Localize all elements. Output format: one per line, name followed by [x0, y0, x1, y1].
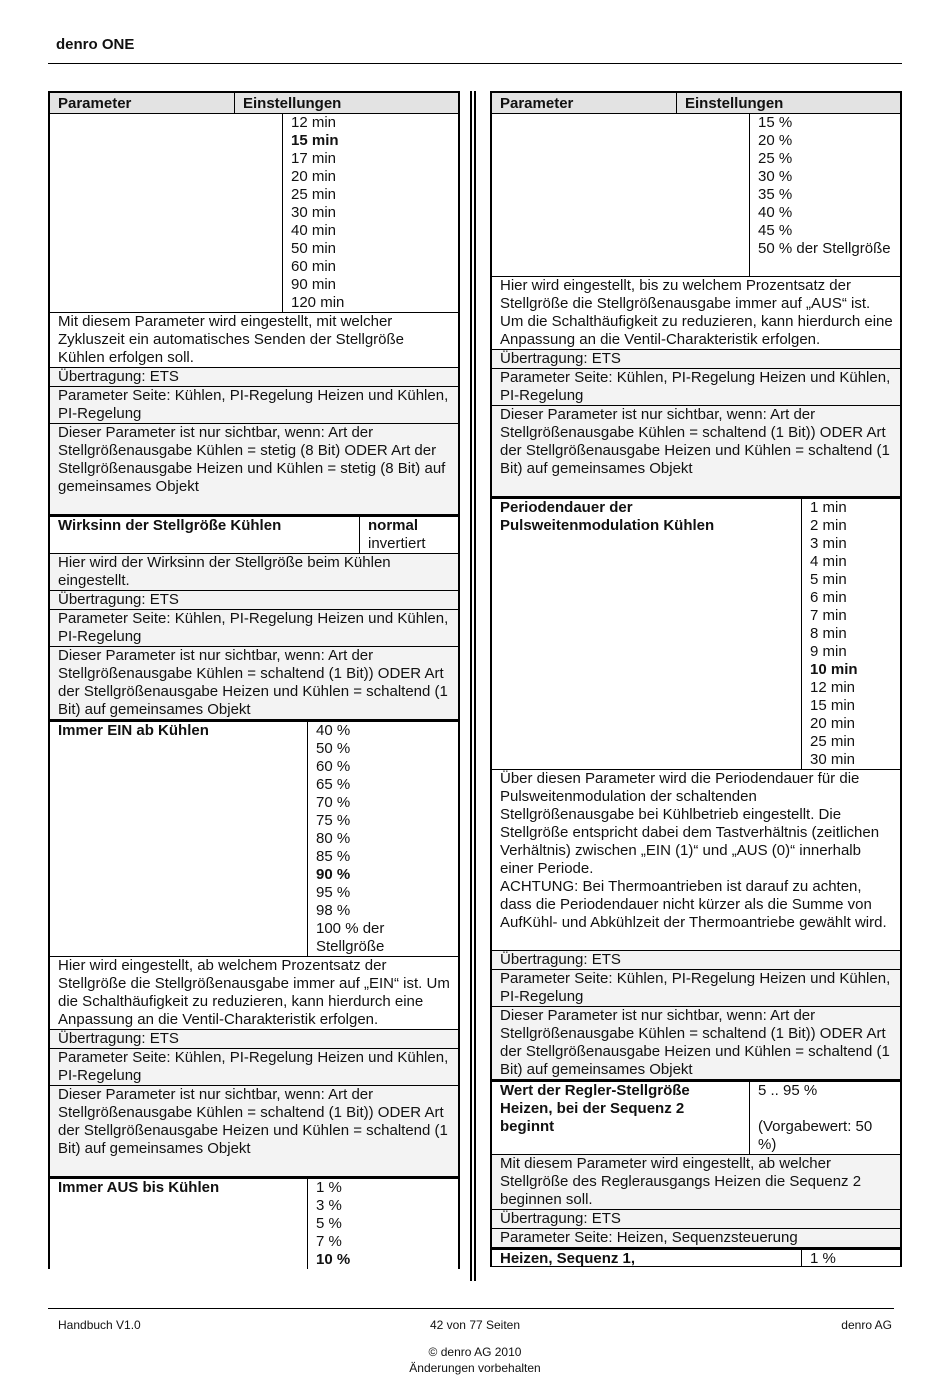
- footer-manual-version: Handbuch V1.0: [58, 1318, 141, 1332]
- option: 2 min: [810, 517, 847, 534]
- option: 95 %: [316, 884, 351, 901]
- visibility-condition: Dieser Parameter ist nur sichtbar, wenn: Art der Stellgrößenausgabe Kühlen = schaltend (1 Bit)) ODER Art der Stellgrößenausgabe Heizen und Kühlen = schaltend (1 Bit) auf gemeinsames Objekt: [490, 406, 902, 497]
- option: 40 min: [291, 222, 337, 239]
- option: 50 min: [291, 240, 337, 257]
- option: 20 min: [810, 715, 856, 732]
- option: 15 min: [810, 697, 856, 714]
- param-row-sequence-threshold: [490, 1080, 902, 1155]
- option: 65 %: [316, 776, 351, 793]
- description: [490, 770, 902, 951]
- option: 98 %: [316, 902, 351, 919]
- option: 3 %: [316, 1197, 342, 1214]
- parameter-page: Parameter Seite: Kühlen, PI-Regelung Heizen und Kühlen, PI-Regelung: [48, 610, 460, 647]
- option: 1 min: [810, 499, 847, 516]
- option: 6 min: [810, 589, 847, 606]
- param-name: Heizen, Sequenz 1,: [500, 1250, 636, 1267]
- option: 35 %: [758, 186, 793, 203]
- option: 12 min: [291, 114, 337, 131]
- option-list: [749, 114, 900, 276]
- option: 60 min: [291, 258, 337, 275]
- parameter-page: Parameter Seite: Kühlen, PI-Regelung Heizen und Kühlen, PI-Regelung: [48, 1049, 460, 1086]
- option-default: 90 %: [316, 866, 351, 883]
- param-row-always-on: [48, 720, 460, 957]
- header-settings: Einstellungen: [685, 95, 784, 112]
- table-header: [490, 91, 902, 114]
- parameter-page: Parameter Seite: Kühlen, PI-Regelung Heizen und Kühlen, PI-Regelung: [490, 970, 902, 1007]
- header-settings: Einstellungen: [243, 95, 342, 112]
- option-default: 10 %: [316, 1251, 351, 1268]
- option: 40 %: [316, 722, 351, 739]
- option: 30 min: [291, 204, 337, 221]
- option: 1 %: [316, 1179, 342, 1196]
- option: 75 %: [316, 812, 351, 829]
- transfer-info: Übertragung: ETS: [490, 1210, 902, 1229]
- param-name: [492, 114, 749, 276]
- param-row-always-off: [48, 1177, 460, 1269]
- option: 5 %: [316, 1215, 342, 1232]
- option: 8 min: [810, 625, 847, 642]
- option: invertiert: [368, 535, 426, 552]
- option: 7 min: [810, 607, 847, 624]
- option: 40 %: [758, 204, 793, 221]
- option: 7 %: [316, 1233, 342, 1250]
- option: 50 %: [316, 740, 351, 757]
- description: Hier wird eingestellt, ab welchem Prozentsatz der Stellgröße die Stellgrößenausgabe immer auf „EIN“ ist. Um die Schalthäufigkeit zu reduzieren, kann hierdurch eine Anpassung an die Ventil-Charakteristik erfolgen.: [48, 957, 460, 1030]
- table-header: [48, 91, 460, 114]
- param-name: Periodendauer der Pulsweitenmodulation Kühlen: [500, 499, 715, 534]
- value-range: [749, 1082, 900, 1154]
- option-list: [307, 1179, 458, 1269]
- param-row-pwm-period: [490, 497, 902, 770]
- header-rule: [48, 63, 902, 64]
- option-list: [282, 114, 458, 312]
- param-row-always-off-cont: [490, 114, 902, 277]
- option-default: 10 min: [810, 661, 858, 678]
- column-divider: [474, 91, 476, 1281]
- option: 85 %: [316, 848, 351, 865]
- visibility-condition: Dieser Parameter ist nur sichtbar, wenn: Art der Stellgrößenausgabe Kühlen = schaltend (1 Bit)) ODER Art der Stellgrößenausgabe Heizen und Kühlen = schaltend (1 Bit) auf gemeinsames Objekt: [48, 1086, 460, 1177]
- description: Hier wird eingestellt, bis zu welchem Prozentsatz der Stellgröße die Stellgrößenausgabe immer auf „AUS“ ist. Um die Schalthäufigkeit zu reduzieren, kann hierdurch eine Anpassung an die Ventil-Charakteristik erfolgen.: [490, 277, 902, 350]
- right-parameter-table: [490, 91, 902, 1267]
- footer-page-number: 42 von 77 Seiten: [429, 1318, 521, 1332]
- option-default: 15 min: [291, 132, 339, 149]
- option: 50 % der Stellgröße: [758, 240, 891, 257]
- option: 3 min: [810, 535, 847, 552]
- param-row-direction: [48, 515, 460, 554]
- option: 30 min: [810, 751, 856, 768]
- param-name: Immer EIN ab Kühlen: [58, 722, 209, 739]
- option: 4 min: [810, 553, 847, 570]
- option: 100 % der Stellgröße: [316, 920, 385, 955]
- option: 17 min: [291, 150, 337, 167]
- option: 45 %: [758, 222, 793, 239]
- option: 12 min: [810, 679, 856, 696]
- description: Mit diesem Parameter wird eingestellt, mit welcher Zykluszeit ein automatisches Senden der Stellgröße Kühlen erfolgen soll.: [48, 313, 460, 368]
- visibility-condition: Dieser Parameter ist nur sichtbar, wenn: Art der Stellgrößenausgabe Kühlen = schaltend (1 Bit)) ODER Art der Stellgrößenausgabe Heizen und Kühlen = schaltend (1 Bit) auf gemeinsames Objekt: [48, 647, 460, 720]
- description-text: Über diesen Parameter wird die Periodendauer für die Pulsweitenmodulation der schaltenden Stellgrößenausgabe bei Kühlbetrieb eingestellt. Die Stellgröße entspricht dabei dem Tastverhältnis (zeitlichen Verhältnis) zwischen „EIN (1)“ und „AUS (0)“ innerhalb einer Periode.: [500, 770, 880, 877]
- transfer-info: Übertragung: ETS: [48, 1030, 460, 1049]
- option: 15 %: [758, 114, 793, 131]
- transfer-info: Übertragung: ETS: [48, 591, 460, 610]
- param-row-heating-seq1: [490, 1248, 902, 1267]
- column-divider: [470, 91, 472, 1281]
- option: 30 %: [758, 168, 793, 185]
- default-value: (Vorgabewert: 50 %): [758, 1118, 873, 1153]
- footer-copyright: © denro AG 2010: [428, 1345, 522, 1359]
- option: 20 min: [291, 168, 337, 185]
- option-default: normal: [368, 517, 419, 534]
- left-parameter-table: [48, 91, 460, 1269]
- option-list: [359, 517, 458, 553]
- option: 20 %: [758, 132, 793, 149]
- visibility-condition: Dieser Parameter ist nur sichtbar, wenn: Art der Stellgrößenausgabe Kühlen = stetig (8 Bit) ODER Art der Stellgrößenausgabe Heizen und Kühlen = stetig (8 Bit) auf gemeinsames Objekt: [48, 424, 460, 515]
- parameter-page: Parameter Seite: Kühlen, PI-Regelung Heizen und Kühlen, PI-Regelung: [48, 387, 460, 424]
- transfer-info: Übertragung: ETS: [490, 951, 902, 970]
- option-list: [307, 722, 458, 956]
- param-name: Wert der Regler-Stellgröße Heizen, bei der Sequenz 2 beginnt: [500, 1082, 690, 1135]
- param-name: Wirksinn der Stellgröße Kühlen: [58, 517, 282, 534]
- option: 70 %: [316, 794, 351, 811]
- header-parameter: Parameter: [50, 93, 235, 113]
- option: 1 %: [810, 1250, 836, 1267]
- parameter-page: Parameter Seite: Kühlen, PI-Regelung Heizen und Kühlen, PI-Regelung: [490, 369, 902, 406]
- param-name: [50, 114, 282, 312]
- transfer-info: Übertragung: ETS: [490, 350, 902, 369]
- description: Mit diesem Parameter wird eingestellt, ab welcher Stellgröße des Reglerausgangs Heizen die Sequenz 2 beginnen soll.: [490, 1155, 902, 1210]
- param-name: Immer AUS bis Kühlen: [58, 1179, 220, 1196]
- transfer-info: Übertragung: ETS: [48, 368, 460, 387]
- range-value: 5 .. 95 %: [758, 1082, 818, 1099]
- visibility-condition: Dieser Parameter ist nur sichtbar, wenn: Art der Stellgrößenausgabe Kühlen = schaltend (1 Bit)) ODER Art der Stellgrößenausgabe Heizen und Kühlen = schaltend (1 Bit) auf gemeinsames Objekt: [490, 1007, 902, 1080]
- parameter-page: Parameter Seite: Heizen, Sequenzsteuerung: [490, 1229, 902, 1248]
- header-parameter: Parameter: [492, 93, 677, 113]
- option: 9 min: [810, 643, 847, 660]
- option: 25 min: [810, 733, 856, 750]
- warning-text: ACHTUNG: Bei Thermoantrieben ist darauf zu achten, dass die Periodendauer nicht kürzer als die Summe von AufKühl- und Abkühlzeit der Thermoantriebe gewählt wird.: [500, 878, 887, 931]
- option-list: [801, 1250, 900, 1266]
- option: 80 %: [316, 830, 351, 847]
- option-list: [801, 499, 900, 769]
- option: 120 min: [291, 294, 345, 311]
- option: 25 %: [758, 150, 793, 167]
- option: 60 %: [316, 758, 351, 775]
- option: 90 min: [291, 276, 337, 293]
- footer-company: denro AG: [841, 1318, 892, 1332]
- option: 25 min: [291, 186, 337, 203]
- option: 5 min: [810, 571, 847, 588]
- footer-rule: [48, 1308, 894, 1309]
- param-row-cyclic-time: [48, 114, 460, 313]
- footer-note: Änderungen vorbehalten: [409, 1361, 541, 1375]
- document-title: denro ONE: [56, 36, 135, 53]
- description: Hier wird der Wirksinn der Stellgröße beim Kühlen eingestellt.: [48, 554, 460, 591]
